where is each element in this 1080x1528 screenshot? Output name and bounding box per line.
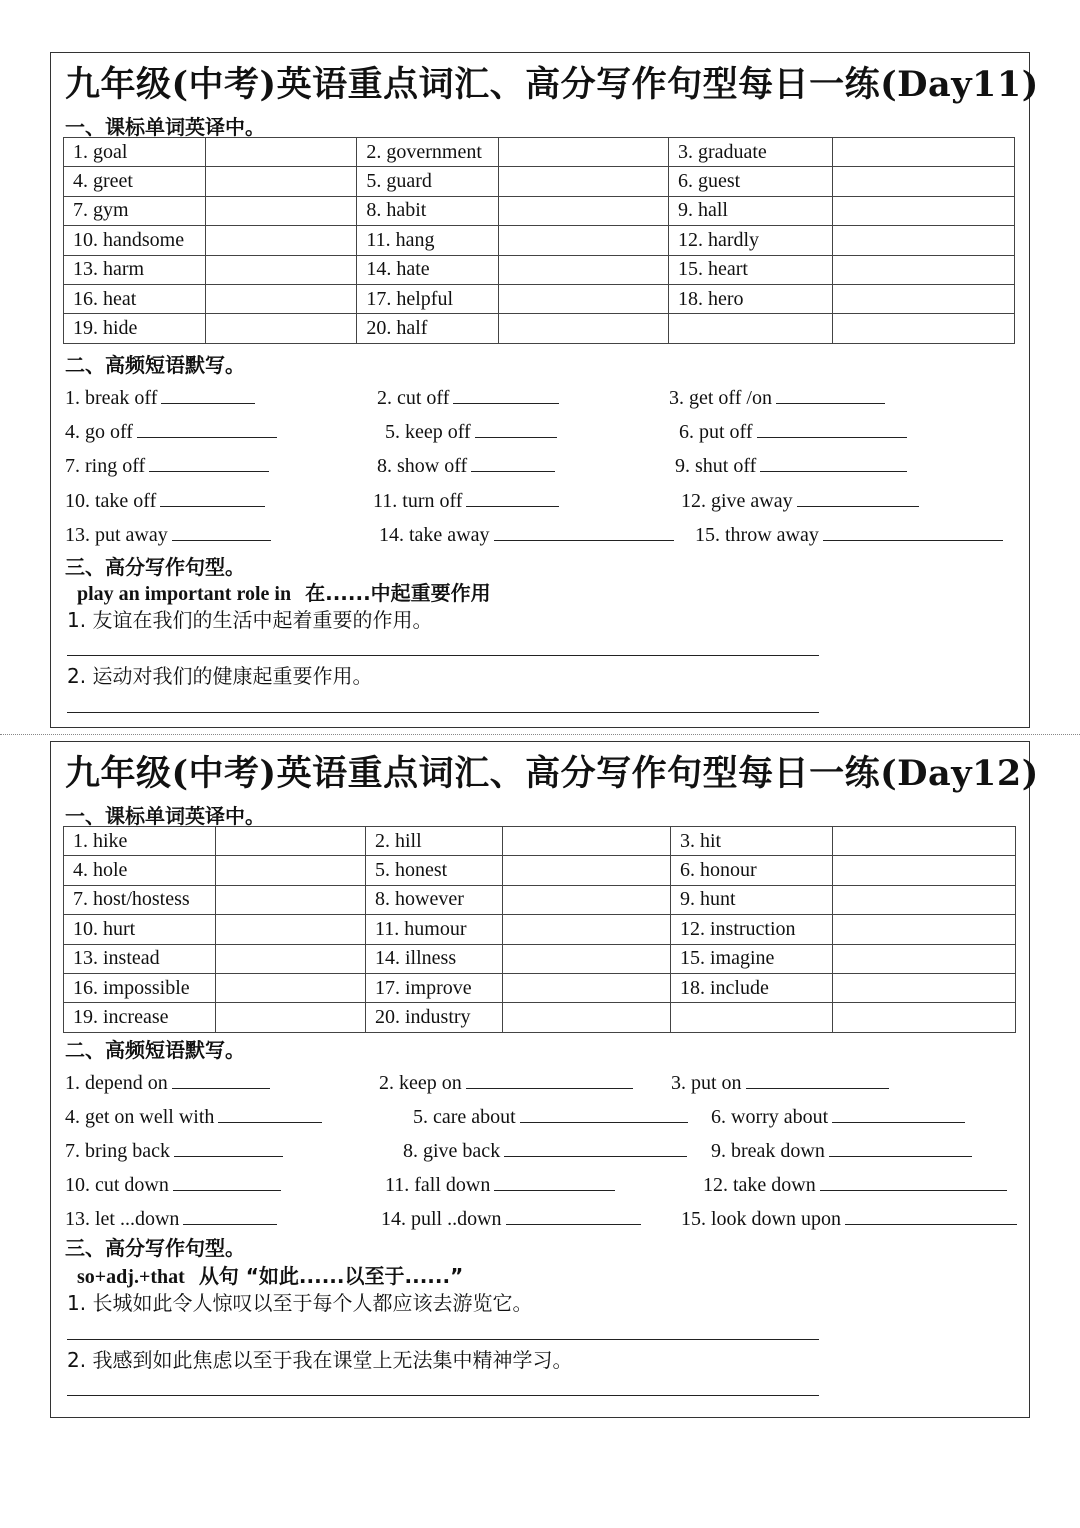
answer-cell[interactable] xyxy=(503,1003,671,1032)
vocab-word-cell: 18. hero xyxy=(668,284,832,313)
phrase-label: 8. give back xyxy=(403,1140,501,1162)
section-heading-sentences: 三、高分写作句型。 xyxy=(65,555,245,579)
phrase-label: 13. put away xyxy=(65,523,168,546)
phrase-label: 11. turn off xyxy=(373,489,463,512)
phrase-answer-blank[interactable] xyxy=(776,383,885,404)
table-row xyxy=(64,167,1015,196)
phrase-answer-blank[interactable] xyxy=(137,417,277,438)
vocab-word-cell xyxy=(668,314,832,343)
vocab-word-cell: 5. guard xyxy=(357,167,499,196)
phrase-row xyxy=(65,486,1015,516)
phrase-answer-blank[interactable] xyxy=(453,383,559,404)
phrase-item xyxy=(385,1170,635,1197)
phrase-label: 7. bring back xyxy=(65,1140,170,1162)
answer-cell[interactable] xyxy=(833,973,1016,1002)
answer-cell[interactable] xyxy=(205,138,357,167)
answer-cell[interactable] xyxy=(833,1003,1016,1032)
phrase-label: 6. put off xyxy=(679,421,753,444)
pattern-english: so+adj.+that xyxy=(77,1266,185,1288)
phrase-answer-blank[interactable] xyxy=(172,1068,270,1089)
phrase-label: 5. care about xyxy=(413,1106,516,1128)
phrase-item xyxy=(695,520,1023,547)
phrase-answer-blank[interactable] xyxy=(820,1170,1007,1191)
phrase-item xyxy=(385,417,577,444)
vocab-word-cell: 16. heat xyxy=(64,284,206,313)
answer-cell[interactable] xyxy=(833,856,1016,885)
translation-prompt: 1. 长城如此令人惊叹以至于每个人都应该去游览它。 xyxy=(67,1291,533,1315)
vocab-word-cell: 5. honest xyxy=(366,856,503,885)
phrase-answer-blank[interactable] xyxy=(160,486,265,507)
answer-cell[interactable] xyxy=(503,915,671,944)
phrase-answer-blank[interactable] xyxy=(161,383,255,404)
vocab-word-cell: 2. hill xyxy=(366,827,503,856)
phrase-answer-blank[interactable] xyxy=(183,1204,277,1225)
answer-cell[interactable] xyxy=(499,314,669,343)
vocab-word-cell: 6. honour xyxy=(671,856,833,885)
phrase-label: 9. break down xyxy=(711,1140,825,1162)
worksheet-title: 九年级(中考)英语重点词汇、高分写作句型每日一练(Day11) xyxy=(65,64,1039,105)
answer-cell[interactable] xyxy=(216,856,366,885)
vocab-word-cell: 8. however xyxy=(366,885,503,914)
vocab-word-cell: 16. impossible xyxy=(64,973,216,1002)
phrase-item xyxy=(65,417,297,444)
answer-cell[interactable] xyxy=(499,167,669,196)
phrase-label: 15. look down upon xyxy=(681,1208,841,1230)
phrase-label: 5. keep off xyxy=(385,421,471,444)
phrase-answer-blank[interactable] xyxy=(506,1204,641,1225)
phrase-label: 12. take down xyxy=(703,1174,816,1196)
vocab-word-cell: 15. heart xyxy=(668,255,832,284)
worksheet-title: 九年级(中考)英语重点词汇、高分写作句型每日一练(Day12) xyxy=(65,753,1039,794)
phrase-item xyxy=(711,1136,992,1163)
phrase-label: 1. depend on xyxy=(65,1072,168,1094)
phrase-label: 2. keep on xyxy=(379,1072,462,1094)
table-row xyxy=(64,284,1015,313)
phrase-item xyxy=(65,383,275,410)
phrase-item xyxy=(379,520,694,547)
phrase-item xyxy=(65,451,289,478)
table-row xyxy=(64,1003,1016,1032)
phrase-row xyxy=(65,1204,1015,1234)
vocab-word-cell: 14. hate xyxy=(357,255,499,284)
answer-cell[interactable] xyxy=(503,885,671,914)
phrase-item xyxy=(413,1102,708,1129)
phrase-answer-blank[interactable] xyxy=(471,451,555,472)
vocab-word-cell: 6. guest xyxy=(668,167,832,196)
answer-cell[interactable] xyxy=(216,973,366,1002)
worksheet-day11 xyxy=(50,52,1039,728)
section-heading-sentences: 三、高分写作句型。 xyxy=(65,1236,245,1260)
phrase-answer-blank[interactable] xyxy=(845,1204,1017,1225)
phrase-item xyxy=(681,486,939,513)
table-row xyxy=(64,915,1016,944)
phrase-row xyxy=(65,1102,1015,1132)
translation-answer-line[interactable] xyxy=(67,1339,819,1340)
phrase-answer-blank[interactable] xyxy=(173,1170,281,1191)
phrase-label: 15. throw away xyxy=(695,523,819,546)
phrase-item xyxy=(403,1136,707,1163)
translation-answer-line[interactable] xyxy=(67,712,819,713)
phrase-answer-blank[interactable] xyxy=(172,520,271,541)
answer-cell[interactable] xyxy=(833,885,1016,914)
vocab-word-cell: 20. half xyxy=(357,314,499,343)
translation-answer-line[interactable] xyxy=(67,655,819,656)
phrase-answer-blank[interactable] xyxy=(504,1136,687,1157)
answer-cell[interactable] xyxy=(832,314,1014,343)
answer-cell[interactable] xyxy=(832,226,1014,255)
phrase-answer-blank[interactable] xyxy=(520,1102,688,1123)
phrase-item xyxy=(65,1136,303,1163)
pattern-english: play an important role in xyxy=(77,583,292,605)
vocab-word-cell: 13. instead xyxy=(64,944,216,973)
phrase-row xyxy=(65,417,1015,447)
answer-cell[interactable] xyxy=(832,167,1014,196)
translation-prompt: 2. 我感到如此焦虑以至于我在课堂上无法集中精神学习。 xyxy=(67,1348,573,1372)
answer-cell[interactable] xyxy=(205,314,357,343)
phrase-label: 1. break off xyxy=(65,387,158,409)
phrase-row xyxy=(65,451,1015,481)
vocab-word-cell: 1. hike xyxy=(64,827,216,856)
phrase-item xyxy=(675,451,927,478)
phrase-row xyxy=(65,1068,1015,1098)
answer-cell[interactable] xyxy=(832,284,1014,313)
phrase-item xyxy=(379,1068,653,1095)
phrase-label: 9. shut off xyxy=(675,455,757,478)
vocab-table xyxy=(63,826,1016,1033)
phrase-item xyxy=(65,486,285,513)
vocab-word-cell: 2. government xyxy=(357,138,499,167)
table-row xyxy=(64,138,1015,167)
phrase-row xyxy=(65,383,1015,413)
vocab-word-cell: 1. goal xyxy=(64,138,206,167)
answer-cell[interactable] xyxy=(832,138,1014,167)
table-row xyxy=(64,827,1016,856)
vocab-word-cell: 12. instruction xyxy=(671,915,833,944)
phrase-answer-blank[interactable] xyxy=(494,520,674,541)
phrase-label: 14. pull ..down xyxy=(381,1208,502,1230)
vocab-word-cell: 9. hall xyxy=(668,196,832,225)
pattern-chinese: 在......中起重要作用 xyxy=(305,581,491,605)
answer-cell[interactable] xyxy=(216,915,366,944)
table-row xyxy=(64,314,1015,343)
phrase-item xyxy=(65,1170,301,1197)
translation-prompt: 2. 运动对我们的健康起重要作用。 xyxy=(67,664,373,688)
vocab-word-cell: 14. illness xyxy=(366,944,503,973)
phrase-label: 11. fall down xyxy=(385,1174,491,1196)
phrase-answer-blank[interactable] xyxy=(760,451,907,472)
vocab-word-cell: 10. handsome xyxy=(64,226,206,255)
phrase-item xyxy=(679,417,927,444)
vocab-word-cell: 20. industry xyxy=(366,1003,503,1032)
answer-cell[interactable] xyxy=(499,196,669,225)
phrase-label: 10. take off xyxy=(65,489,157,512)
section-heading-vocab: 一、课标单词英译中。 xyxy=(65,804,265,828)
answer-cell[interactable] xyxy=(832,196,1014,225)
answer-cell[interactable] xyxy=(205,167,357,196)
phrase-answer-blank[interactable] xyxy=(466,1068,633,1089)
table-row xyxy=(64,255,1015,284)
phrase-item xyxy=(65,1102,342,1129)
phrase-answer-blank[interactable] xyxy=(757,417,907,438)
phrase-item xyxy=(373,486,579,513)
phrase-item xyxy=(669,383,905,410)
answer-cell[interactable] xyxy=(499,138,669,167)
section-heading-vocab: 一、课标单词英译中。 xyxy=(65,115,265,139)
vocab-word-cell: 15. imagine xyxy=(671,944,833,973)
vocab-word-cell: 3. hit xyxy=(671,827,833,856)
answer-cell[interactable] xyxy=(503,856,671,885)
table-row xyxy=(64,973,1016,1002)
phrase-label: 10. cut down xyxy=(65,1174,169,1196)
vocab-word-cell: 12. hardly xyxy=(668,226,832,255)
answer-cell[interactable] xyxy=(205,284,357,313)
vocab-word-cell: 13. harm xyxy=(64,255,206,284)
translation-answer-line[interactable] xyxy=(67,1395,819,1396)
phrase-answer-blank[interactable] xyxy=(218,1102,322,1123)
phrase-row xyxy=(65,1136,1015,1166)
phrase-label: 3. get off /on xyxy=(669,387,772,409)
vocab-word-cell: 17. helpful xyxy=(357,284,499,313)
answer-cell[interactable] xyxy=(503,827,671,856)
vocab-word-cell: 7. host/hostess xyxy=(64,885,216,914)
phrase-label: 8. show off xyxy=(377,455,468,478)
phrase-answer-blank[interactable] xyxy=(797,486,919,507)
phrase-answer-blank[interactable] xyxy=(475,417,557,438)
vocab-word-cell: 7. gym xyxy=(64,196,206,225)
answer-cell[interactable] xyxy=(503,944,671,973)
phrase-item xyxy=(65,1068,290,1095)
answer-cell[interactable] xyxy=(216,944,366,973)
phrase-label: 4. go off xyxy=(65,421,133,444)
answer-cell[interactable] xyxy=(833,827,1016,856)
phrase-item xyxy=(711,1102,985,1129)
table-row xyxy=(64,944,1016,973)
phrase-label: 14. take away xyxy=(379,523,490,546)
phrase-answer-blank[interactable] xyxy=(174,1136,283,1157)
phrase-answer-blank[interactable] xyxy=(746,1068,889,1089)
phrase-answer-blank[interactable] xyxy=(494,1170,615,1191)
phrase-label: 3. put on xyxy=(671,1072,742,1094)
answer-cell[interactable] xyxy=(499,226,669,255)
table-row xyxy=(64,196,1015,225)
table-row xyxy=(64,885,1016,914)
phrase-answer-blank[interactable] xyxy=(829,1136,972,1157)
phrase-item xyxy=(681,1204,1037,1231)
sentence-pattern xyxy=(77,1260,463,1289)
phrase-answer-blank[interactable] xyxy=(832,1102,965,1123)
phrase-answer-blank[interactable] xyxy=(466,486,559,507)
phrase-answer-blank[interactable] xyxy=(149,451,269,472)
phrase-label: 12. give away xyxy=(681,489,793,512)
vocab-word-cell: 17. improve xyxy=(366,973,503,1002)
phrase-item xyxy=(703,1170,1027,1197)
answer-cell[interactable] xyxy=(205,196,357,225)
pattern-chinese: 从句 “如此......以至于......” xyxy=(198,1264,464,1288)
phrase-item xyxy=(377,383,579,410)
vocab-word-cell: 8. habit xyxy=(357,196,499,225)
answer-cell[interactable] xyxy=(205,255,357,284)
phrase-item xyxy=(65,1204,297,1231)
phrase-label: 4. get on well with xyxy=(65,1106,215,1128)
answer-cell[interactable] xyxy=(216,827,366,856)
vocab-word-cell: 19. increase xyxy=(64,1003,216,1032)
phrase-item xyxy=(377,451,575,478)
vocab-word-cell: 9. hunt xyxy=(671,885,833,914)
vocab-table xyxy=(63,137,1015,344)
page-divider xyxy=(0,734,1080,735)
vocab-word-cell: 19. hide xyxy=(64,314,206,343)
phrase-answer-blank[interactable] xyxy=(823,520,1003,541)
section-heading-phrases: 二、高频短语默写。 xyxy=(65,1038,245,1062)
vocab-word-cell: 4. greet xyxy=(64,167,206,196)
phrase-item xyxy=(381,1204,661,1231)
section-heading-phrases: 二、高频短语默写。 xyxy=(65,353,245,377)
answer-cell[interactable] xyxy=(833,944,1016,973)
phrase-item xyxy=(671,1068,909,1095)
vocab-word-cell: 11. humour xyxy=(366,915,503,944)
answer-cell[interactable] xyxy=(205,226,357,255)
phrase-label: 13. let ...down xyxy=(65,1208,180,1230)
vocab-word-cell xyxy=(671,1003,833,1032)
phrase-label: 7. ring off xyxy=(65,455,146,478)
phrase-label: 6. worry about xyxy=(711,1106,829,1128)
sentence-pattern xyxy=(77,577,491,606)
answer-cell[interactable] xyxy=(503,973,671,1002)
answer-cell[interactable] xyxy=(833,915,1016,944)
phrase-row xyxy=(65,520,1015,550)
vocab-word-cell: 4. hole xyxy=(64,856,216,885)
table-row xyxy=(64,856,1016,885)
worksheet-day12 xyxy=(50,741,1039,1418)
table-row xyxy=(64,226,1015,255)
vocab-word-cell: 11. hang xyxy=(357,226,499,255)
vocab-word-cell: 10. hurt xyxy=(64,915,216,944)
phrase-row xyxy=(65,1170,1015,1200)
answer-cell[interactable] xyxy=(216,1003,366,1032)
translation-prompt: 1. 友谊在我们的生活中起着重要的作用。 xyxy=(67,608,433,632)
answer-cell[interactable] xyxy=(832,255,1014,284)
answer-cell[interactable] xyxy=(499,284,669,313)
answer-cell[interactable] xyxy=(499,255,669,284)
vocab-word-cell: 3. graduate xyxy=(668,138,832,167)
phrase-item xyxy=(65,520,291,547)
phrase-label: 2. cut off xyxy=(377,387,450,409)
vocab-word-cell: 18. include xyxy=(671,973,833,1002)
answer-cell[interactable] xyxy=(216,885,366,914)
